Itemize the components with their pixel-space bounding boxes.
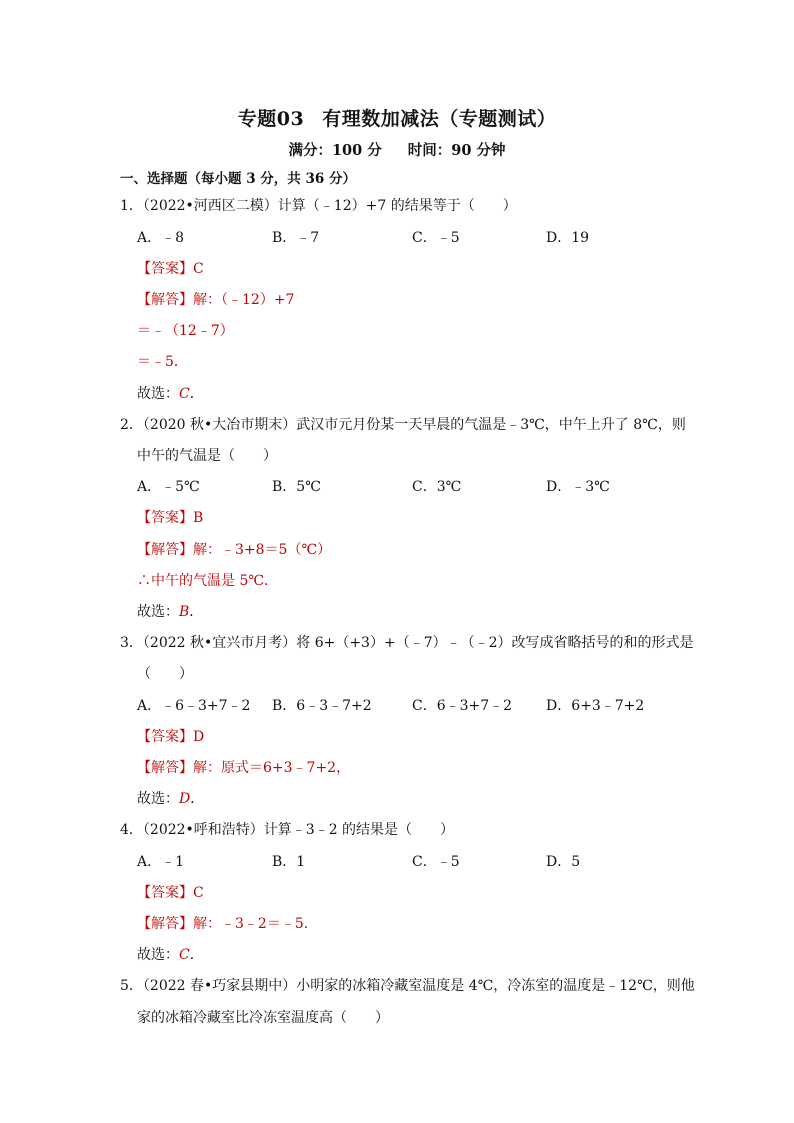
answer-value: C — [193, 261, 204, 277]
q2-stem-line-2: 中午的气温是（ ） — [137, 448, 277, 464]
page-title — [0, 104, 794, 131]
solution-tag: 【解答】 — [137, 916, 193, 932]
solution-text: 解：﹣3﹣2＝﹣5． — [193, 916, 318, 932]
q3-choose — [137, 790, 204, 808]
choose-suffix: ． — [189, 386, 204, 402]
choose-prefix: 故选： — [137, 791, 179, 807]
section-heading: 一、选择题（每小题 3 分，共 36 分） — [120, 171, 356, 187]
title-text: 有理数加减法（专题测试） — [322, 108, 557, 130]
q1-solution-line-1 — [137, 291, 294, 309]
q2-solution-line-2: ∴中午的气温是 5℃． — [137, 573, 279, 589]
choose-prefix: 故选： — [137, 386, 179, 402]
q3-answer — [137, 728, 204, 746]
q1-solution-line-3: ＝﹣5． — [137, 354, 188, 370]
q4-option-c: C．﹣5 — [412, 854, 460, 870]
q4-option-d: D．5 — [546, 854, 581, 870]
solution-text: 解：原式＝6+3﹣7+2， — [193, 760, 351, 776]
solution-tag: 【解答】 — [137, 760, 193, 776]
q2-answer — [137, 509, 203, 527]
q2-option-b: B．5℃ — [272, 479, 321, 495]
q2-option-d: D．﹣3℃ — [546, 479, 610, 495]
solution-text: 解：（﹣12）+7 — [193, 292, 295, 308]
title-number: 专题03 — [237, 108, 305, 130]
q1-option-a: A．﹣8 — [137, 230, 185, 246]
exam-info — [0, 139, 794, 160]
q3-stem-line-2: （ ） — [137, 666, 193, 682]
choose-value: C — [179, 947, 190, 963]
q2-solution-line-1 — [137, 541, 331, 559]
solution-tag: 【解答】 — [137, 542, 193, 558]
answer-value: D — [193, 729, 205, 745]
q3-option-a: A．﹣6﹣3+7﹣2 — [137, 698, 251, 714]
time-info: 时间：90 分钟 — [407, 142, 506, 159]
q5-stem-line-1: 5．（2022 春•巧家县期中）小明家的冰箱冷藏室温度是 4℃，冷冻室的温度是﹣12℃，则他 — [120, 978, 695, 994]
q4-answer — [137, 884, 204, 902]
solution-text: 解：﹣3+8＝5（℃） — [193, 542, 332, 558]
answer-value: C — [193, 885, 204, 901]
score-info: 满分：100 分 — [288, 142, 382, 159]
q1-solution-line-2: ＝﹣（12﹣7） — [137, 323, 234, 339]
q3-stem-line-1: 3．（2022 秋•宜兴市月考）将 6+（+3）+（﹣7）﹣（﹣2）改写成省略括号的和的形式是 — [120, 635, 694, 651]
q2-option-c: C．3℃ — [412, 479, 462, 495]
solution-tag: 【解答】 — [137, 292, 193, 308]
q1-option-d: D．19 — [546, 230, 590, 246]
q3-option-c: C．6﹣3+7﹣2 — [412, 698, 513, 714]
choose-prefix: 故选： — [137, 947, 179, 963]
answer-tag: 【答案】 — [137, 510, 193, 526]
q2-choose — [137, 603, 203, 621]
q5-stem-line-2: 家的冰箱冷藏室比冷冻室温度高（ ） — [137, 1010, 389, 1026]
q1-answer — [137, 260, 204, 278]
answer-tag: 【答案】 — [137, 729, 193, 745]
answer-value: B — [193, 510, 204, 526]
q4-stem: 4．（2022•呼和浩特）计算﹣3﹣2 的结果是（ ） — [120, 822, 455, 838]
choose-suffix: ． — [189, 947, 204, 963]
q1-option-b: B．﹣7 — [272, 230, 320, 246]
q1-stem: 1．（2022•河西区二模）计算（﹣12）+7 的结果等于（ ） — [120, 198, 517, 214]
answer-tag: 【答案】 — [137, 261, 193, 277]
q4-choose — [137, 946, 204, 964]
q1-option-c: C．﹣5 — [412, 230, 460, 246]
q3-option-b: B．6﹣3﹣7+2 — [272, 698, 372, 714]
choose-suffix: ． — [190, 791, 205, 807]
q4-option-a: A．﹣1 — [137, 854, 185, 870]
answer-tag: 【答案】 — [137, 885, 193, 901]
choose-value: D — [179, 791, 191, 807]
q4-solution-line-1 — [137, 915, 318, 933]
choose-suffix: ． — [189, 604, 204, 620]
q2-option-a: A．﹣5℃ — [137, 479, 200, 495]
q3-solution-line-1 — [137, 759, 350, 777]
choose-value: C — [179, 386, 190, 402]
choose-value: B — [179, 604, 190, 620]
q4-option-b: B．1 — [272, 854, 306, 870]
q3-option-d: D．6+3﹣7+2 — [546, 698, 645, 714]
q2-stem-line-1: 2．（2020 秋•大冶市期末）武汉市元月份某一天早晨的气温是﹣3℃，中午上升了 8℃，则 — [120, 417, 686, 433]
choose-prefix: 故选： — [137, 604, 179, 620]
q1-choose — [137, 385, 204, 403]
